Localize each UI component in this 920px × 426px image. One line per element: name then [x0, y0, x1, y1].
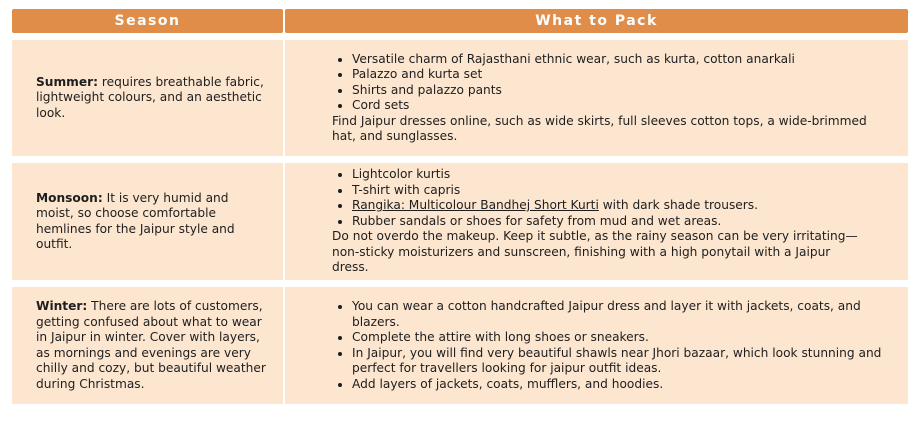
season-description	[36, 299, 269, 392]
pack-note: Find Jaipur dresses online, such as wide skirts, full sleeves cotton tops, a wide-brimmed hat, and sunglasses.	[332, 113, 867, 143]
pack-list	[332, 52, 888, 145]
list-item: • Shirts and palazzo pants	[352, 83, 888, 99]
season-title: Summer:	[36, 74, 99, 89]
pack-note: Do not overdo the makeup. Keep it subtle, as the rainy season can be very irritating—non-sticky moisturizers and sunscreen, finishing with a high ponytail with a Jaipur dress.	[332, 229, 858, 275]
season-description	[36, 191, 269, 253]
pack-list	[332, 167, 888, 276]
season-cell-winter	[12, 287, 283, 404]
list-item-text: with dark shade trousers.	[598, 198, 759, 213]
list-item: • Complete the attire with long shoes or sneakers.	[352, 330, 888, 346]
season-description	[36, 75, 269, 122]
product-link[interactable]: Rangika: Multicolour Bandhej Short Kurti	[352, 198, 599, 213]
season-column-header: Season	[12, 9, 283, 33]
list-item: • Cord sets	[352, 98, 888, 114]
list-item: • Add layers of jackets, coats, mufflers, and hoodies.	[352, 377, 888, 393]
season-cell-summer	[12, 40, 283, 156]
pack-cell-winter	[285, 287, 908, 404]
pack-cell-summer	[285, 40, 908, 156]
list-item: • In Jaipur, you will find very beautiful shawls near Jhori bazaar, which look stunning and perfect for travellers looking for jaipur outfit ideas.	[352, 346, 888, 377]
packing-table	[12, 9, 908, 404]
list-item: • You can wear a cotton handcrafted Jaipur dress and layer it with jackets, coats, and blazers.	[352, 299, 888, 330]
list-item: • Palazzo and kurta set	[352, 67, 888, 83]
season-title: Winter:	[36, 299, 88, 313]
season-cell-monsoon	[12, 163, 283, 280]
list-item: • T-shirt with capris	[352, 183, 888, 199]
list-item	[352, 198, 888, 214]
list-item: • Rubber sandals or shoes for safety from mud and wet areas.	[352, 214, 888, 230]
pack-list	[332, 299, 888, 392]
season-text: requires breathable fabric, lightweight colours, and an aesthetic look.	[36, 74, 264, 120]
pack-cell-monsoon	[285, 163, 908, 280]
season-title: Monsoon:	[36, 190, 103, 205]
season-text: It is very humid and moist, so choose comfortable hemlines for the Jaipur style and outfit.	[36, 190, 235, 251]
list-item: • Versatile charm of Rajasthani ethnic wear, such as kurta, cotton anarkali	[352, 52, 888, 68]
list-item: • Lightcolor kurtis	[352, 167, 888, 183]
season-text: There are lots of customers, getting confused about what to wear in Jaipur in winter. Cover with layers, as mornings and evenings are very chilly and cozy, but beautiful weather during Christmas.	[36, 299, 266, 391]
what-to-pack-column-header: What to Pack	[285, 9, 908, 33]
